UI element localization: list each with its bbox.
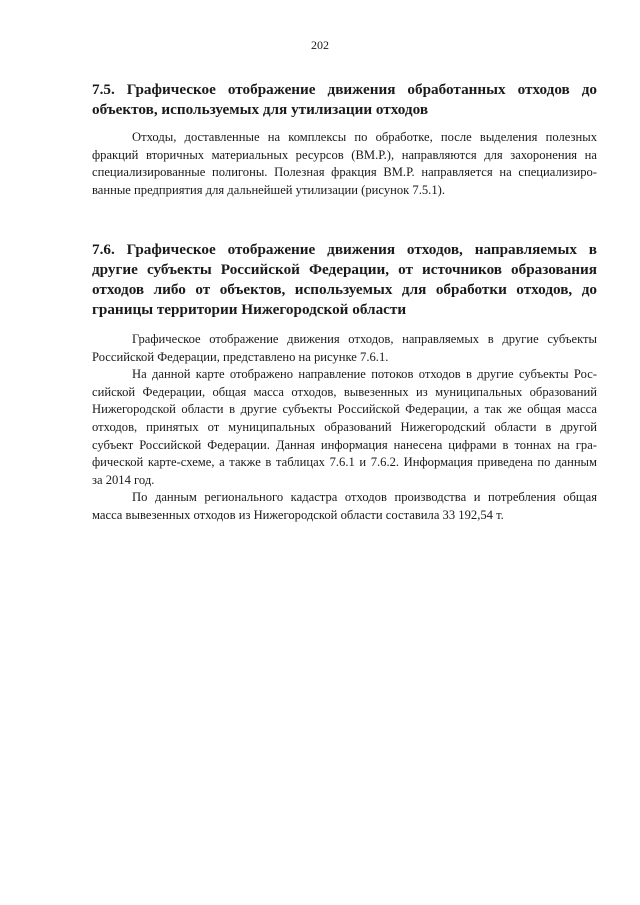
section-7-6-heading xyxy=(92,240,597,320)
section-7-5-paragraph xyxy=(92,129,597,199)
paragraph-line: отходов, принятых от муниципальных образований Нижегородский области в другой xyxy=(92,419,597,434)
paragraph-line: Отходы, доставленные на комплексы по обработке, после выделения полезных xyxy=(132,130,597,144)
paragraph-line: фракций вторичных материальных ресурсов (ВМ.Р.), направляются для захоронения на xyxy=(92,147,597,162)
heading-line: отходов либо от объектов, используемых для обработки отходов, до xyxy=(92,281,597,298)
paragraph-line: фической карте-схеме, а также в таблицах 7.6.1 и 7.6.2. Информация приведена по данным xyxy=(92,455,597,470)
paragraph-line: Российской Федерации, представлено на рисунке 7.6.1. xyxy=(92,349,389,364)
paragraph-line: за 2014 год. xyxy=(92,472,155,487)
section-7-6-body xyxy=(92,331,597,525)
paragraph-line: специализированные полигоны. Полезная фракция ВМ.Р. направляется на специализиро- xyxy=(92,165,597,180)
paragraph-line: ванные предприятия для дальнейшей утилизации (рисунок 7.5.1). xyxy=(92,182,445,197)
paragraph-line: Графическое отображение движения отходов, направляемых в другие субъекты xyxy=(132,332,597,346)
paragraph-line: субъект Российской Федерации. Данная информация нанесена цифрами в тоннах на гра- xyxy=(92,437,597,452)
paragraph-line: По данным регионального кадастра отходов производства и потребления общая xyxy=(132,490,597,505)
page-number: 202 xyxy=(311,38,329,52)
heading-line: 7.6. Графическое отображение движения отходов, направляемых в xyxy=(92,241,597,258)
paragraph-line: сийской Федерации, общая масса отходов, вывезенных из муниципальных образований xyxy=(92,384,597,399)
heading-line: 7.5. Графическое отображение движения обработанных отходов до xyxy=(92,81,597,98)
heading-line: объектов, используемых для утилизации отходов xyxy=(92,101,429,118)
heading-line: границы территории Нижегородской области xyxy=(92,301,407,318)
paragraph-line: Нижегородской области в другие субъекты Российской Федерации, а так же общая масса xyxy=(92,402,597,417)
section-7-5-heading xyxy=(92,80,597,120)
paragraph-line: масса вывезенных отходов из Нижегородской области составила 33 192,54 т. xyxy=(92,507,504,522)
paragraph-line: На данной карте отображено направление потоков отходов в другие субъекты Рос- xyxy=(132,367,597,382)
heading-line: другие субъекты Российской Федерации, от источников образования xyxy=(92,261,597,278)
